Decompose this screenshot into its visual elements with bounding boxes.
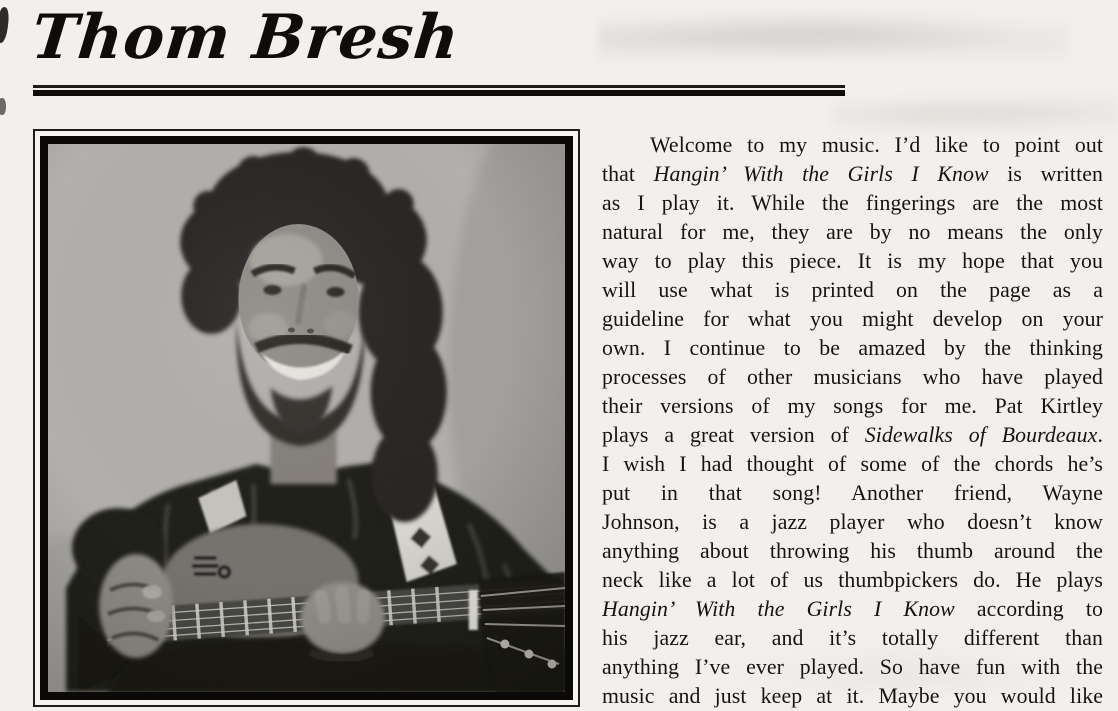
portrait-photo-inner-border xyxy=(40,136,573,700)
text-line: put in that song! Another friend, Wayne xyxy=(602,481,1103,505)
portrait-photo-frame xyxy=(33,129,580,707)
text-line: music and just keep at it. Maybe you would like xyxy=(602,684,1103,708)
portrait-photo xyxy=(48,144,565,692)
photo-grain xyxy=(48,144,565,692)
text-line: own. I continue to be amazed by the thinking xyxy=(602,336,1103,360)
text-line: will use what is printed on the page as a xyxy=(602,278,1103,302)
text-line: plays a great version of Sidewalks of Bourdeaux. xyxy=(602,423,1103,447)
page-title-script: Thom Bresh xyxy=(28,2,464,73)
header-double-rule xyxy=(33,85,845,96)
text-line: processes of other musicians who have played xyxy=(602,365,1103,389)
text-line: Johnson, is a jazz player who doesn’t know xyxy=(602,510,1103,534)
text-line: their versions of my songs for me. Pat Kirtley xyxy=(602,394,1103,418)
text-line: natural for me, they are by no means the only xyxy=(602,220,1103,244)
article-text-column xyxy=(602,131,1103,711)
text-line: as I play it. While the fingerings are the most xyxy=(602,191,1103,215)
text-line: guideline for what you might develop on your xyxy=(602,307,1103,331)
text-line: anything about throwing his thumb around the xyxy=(602,539,1103,563)
text-line: I wish I had thought of some of the chords he’s xyxy=(602,452,1103,476)
bleedthrough-smudge xyxy=(598,10,1068,62)
text-line: his jazz ear, and it’s totally different than xyxy=(602,626,1103,650)
text-line: neck like a lot of us thumbpickers do. He plays xyxy=(602,568,1103,592)
text-line: that Hangin’ With the Girls I Know is written xyxy=(602,162,1103,186)
rule-thick-line xyxy=(33,90,845,96)
text-line: Welcome to my music. I’d like to point out xyxy=(650,133,1103,157)
text-line: way to play this piece. It is my hope that you xyxy=(602,249,1103,273)
text-line: Hangin’ With the Girls I Know according to xyxy=(602,597,1103,621)
text-line: anything I’ve ever played. So have fun with the xyxy=(602,655,1103,679)
rule-thin-line xyxy=(33,85,845,88)
scan-speck xyxy=(0,98,6,115)
scan-speck xyxy=(0,6,10,43)
